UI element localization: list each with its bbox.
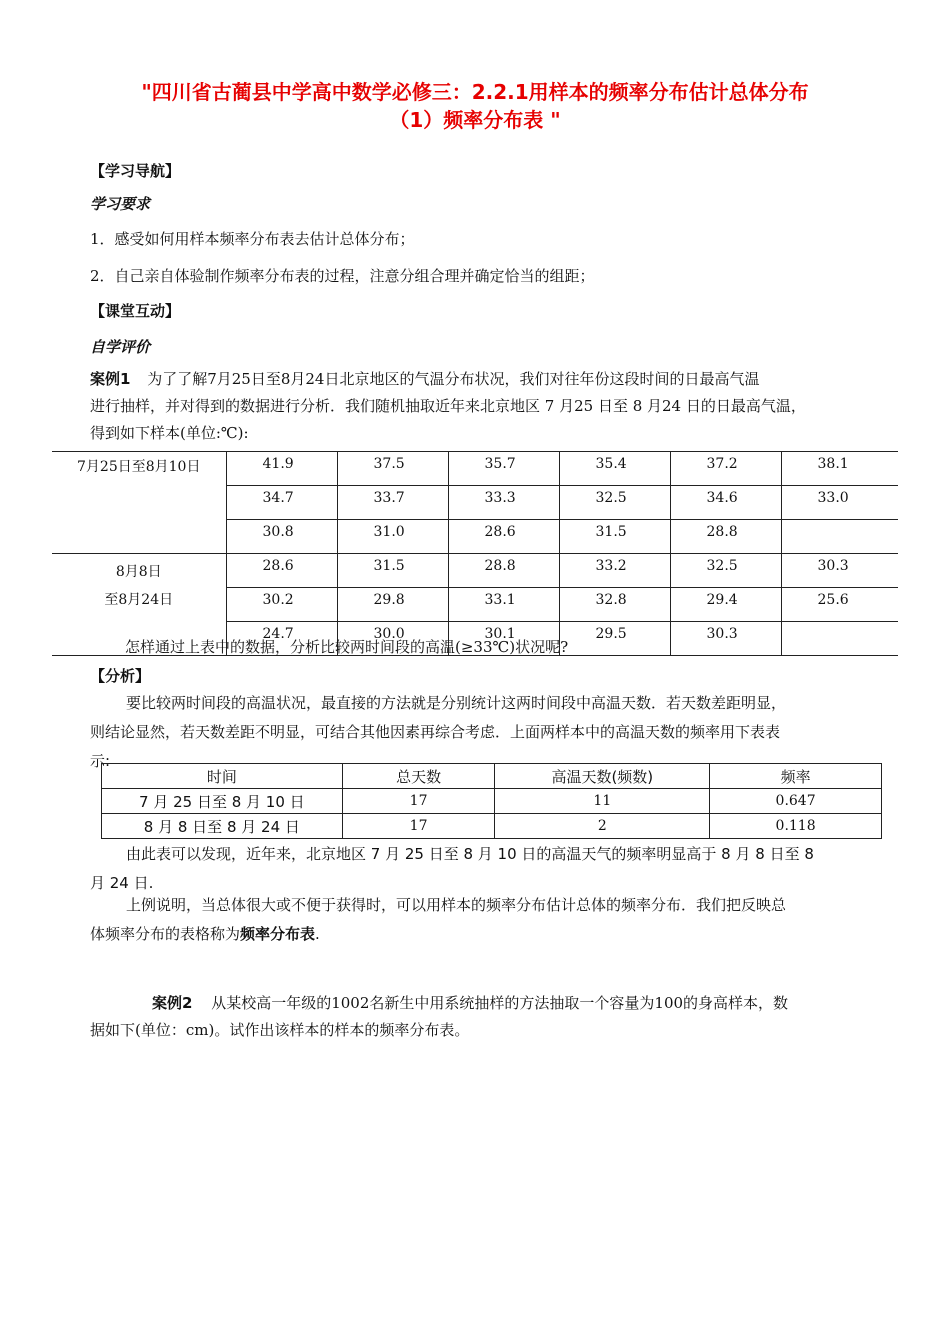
learning-guide-heading: 【学习导航】 bbox=[90, 162, 181, 180]
case1-line-3: 得到如下样本(单位:℃): bbox=[90, 424, 249, 442]
table-cell: 35.7 bbox=[448, 452, 559, 486]
requirement-item-2: 2．自己亲自体验制作频率分布表的过程，注意分组合理并确定恰当的组距； bbox=[90, 267, 595, 285]
analysis-paragraph-3 bbox=[90, 891, 870, 949]
table-row bbox=[52, 554, 898, 588]
table-cell: 33.7 bbox=[337, 486, 448, 520]
analysis-p2-line-2: 月 24 日. bbox=[90, 874, 154, 892]
table-cell: 41.9 bbox=[226, 452, 337, 486]
table-cell: 29.4 bbox=[670, 588, 781, 622]
case1-label: 案例1 bbox=[90, 370, 131, 388]
temperature-sample-table bbox=[52, 451, 898, 656]
high-temperature-frequency-table bbox=[101, 763, 882, 839]
table-cell: 28.8 bbox=[670, 520, 781, 554]
table-header-row bbox=[102, 764, 882, 789]
table-cell: 37.5 bbox=[337, 452, 448, 486]
table-cell: 30.2 bbox=[226, 588, 337, 622]
table-cell: 34.6 bbox=[670, 486, 781, 520]
table-row bbox=[52, 452, 898, 486]
table-cell: 31.5 bbox=[337, 554, 448, 588]
table-cell: 34.7 bbox=[226, 486, 337, 520]
table-cell: 33.2 bbox=[559, 554, 670, 588]
case2-line-2: 据如下(单位：cm)。试作出该样本的样本的频率分布表。 bbox=[90, 1021, 470, 1039]
table-cell: 32.5 bbox=[559, 486, 670, 520]
analysis-p1-line-3: 示: bbox=[90, 752, 111, 770]
table-cell: 28.6 bbox=[448, 520, 559, 554]
table-cell: 33.0 bbox=[817, 490, 849, 506]
table-cell: 31.5 bbox=[559, 520, 670, 554]
frequency-table-term: 频率分布表 bbox=[240, 925, 316, 943]
analysis-p3-line-1: 上例说明，当总体很大或不便于获得时，可以用样本的频率分布估计总体的频率分布．我们把反映总 bbox=[126, 896, 787, 914]
period-cell-1 bbox=[52, 452, 226, 554]
table-cell: 17 bbox=[342, 789, 495, 814]
table-cell: 29.8 bbox=[337, 588, 448, 622]
classroom-interaction-heading: 【课堂互动】 bbox=[90, 302, 181, 320]
title-line-2: （1）频率分布表 " bbox=[389, 108, 561, 132]
case1-text-1: 为了了解7月25日至8月24日北京地区的气温分布状况，我们对往年份这段时间的日最高气温 bbox=[147, 370, 760, 388]
analysis-p1-line-2: 则结论显然，若天数差距不明显，可结合其他因素再综合考虑．上面两样本中的高温天数的频率用下表表 bbox=[90, 723, 781, 741]
table-cell: 30.8 bbox=[226, 520, 337, 554]
table-cell: 17 bbox=[342, 814, 495, 839]
case1-line-1 bbox=[90, 366, 759, 392]
table-cell: 28.6 bbox=[226, 554, 337, 588]
title-line-1: "四川省古蔺县中学高中数学必修三：2.2.1用样本的频率分布估计总体分布 bbox=[141, 80, 809, 104]
table-cell: 24.7 bbox=[226, 622, 337, 656]
table-cell: 30.3 bbox=[670, 622, 781, 656]
analysis-p2-line-1: 由此表可以发现，近年来，北京地区 7 月 25 日至 8 月 10 日的高温天气的频率明显高于 8 月 8 日至 8 bbox=[126, 845, 814, 863]
table-cell: 33.3 bbox=[448, 486, 559, 520]
table-cell: 30.0 bbox=[337, 622, 448, 656]
document-title bbox=[60, 78, 890, 134]
table-cell: 32.8 bbox=[559, 588, 670, 622]
table-cell: 37.2 bbox=[670, 452, 781, 486]
case2-line-1 bbox=[152, 990, 788, 1016]
case2-label: 案例2 bbox=[152, 994, 193, 1012]
header-cell: 总天数 bbox=[342, 764, 495, 789]
table-cell: 11 bbox=[495, 789, 710, 814]
case1-question: 怎样通过上表中的数据，分析比较两时间段的高温(≥33℃)状况呢? bbox=[125, 638, 569, 656]
table-cell: 7 月 25 日至 8 月 10 日 bbox=[102, 789, 343, 814]
learning-requirements-heading: 学习要求 bbox=[90, 195, 151, 213]
table-cell: 30.3 bbox=[817, 558, 849, 574]
analysis-p3-line-2 bbox=[90, 920, 870, 949]
header-cell: 频率 bbox=[710, 764, 882, 789]
table-cell: 8 月 8 日至 8 月 24 日 bbox=[102, 814, 343, 839]
self-evaluation-heading: 自学评价 bbox=[90, 338, 151, 356]
table-cell: 31.0 bbox=[337, 520, 448, 554]
table-cell: 38.1 bbox=[817, 456, 849, 472]
table-cell: 35.4 bbox=[559, 452, 670, 486]
analysis-p3-prefix: 体频率分布的表格称为 bbox=[90, 925, 241, 943]
analysis-paragraph-2 bbox=[90, 840, 870, 898]
header-cell: 时间 bbox=[102, 764, 343, 789]
analysis-p1-line-1: 要比较两时间段的高温状况，最直接的方法就是分别统计这两时间段中高温天数．若天数差距明显， bbox=[126, 694, 787, 712]
period-label-2-line-2: 至8月24日 bbox=[104, 592, 174, 608]
table-cell bbox=[781, 622, 898, 656]
period-label-1: 7月25日至8月10日 bbox=[77, 459, 201, 475]
table-cell: 25.6 bbox=[817, 592, 849, 608]
analysis-p3-end: . bbox=[315, 925, 320, 943]
table-row bbox=[102, 814, 882, 839]
table-cell: 32.5 bbox=[670, 554, 781, 588]
table-cell: 28.8 bbox=[448, 554, 559, 588]
analysis-heading: 【分析】 bbox=[90, 667, 151, 685]
requirement-item-1: 1．感受如何用样本频率分布表去估计总体分布； bbox=[90, 230, 415, 248]
table-cell: 2 bbox=[495, 814, 710, 839]
table-cell: 0.118 bbox=[710, 814, 882, 839]
table-cell: 29.5 bbox=[559, 622, 670, 656]
header-cell: 高温天数(频数) bbox=[495, 764, 710, 789]
table-cell: 33.1 bbox=[448, 588, 559, 622]
case1-line-2: 进行抽样，并对得到的数据进行分析．我们随机抽取近年来北京地区 7 月25 日至 8 月24 日的日最高气温， bbox=[90, 397, 806, 415]
case2-text-1: 从某校高一年级的1002名新生中用系统抽样的方法抽取一个容量为100的身高样本，数 bbox=[211, 994, 789, 1012]
period-label-2-line-1: 8月8日 bbox=[115, 564, 162, 580]
table-cell: 0.647 bbox=[710, 789, 882, 814]
table-cell bbox=[781, 520, 898, 554]
table-cell: 30.1 bbox=[448, 622, 559, 656]
table-row bbox=[102, 789, 882, 814]
